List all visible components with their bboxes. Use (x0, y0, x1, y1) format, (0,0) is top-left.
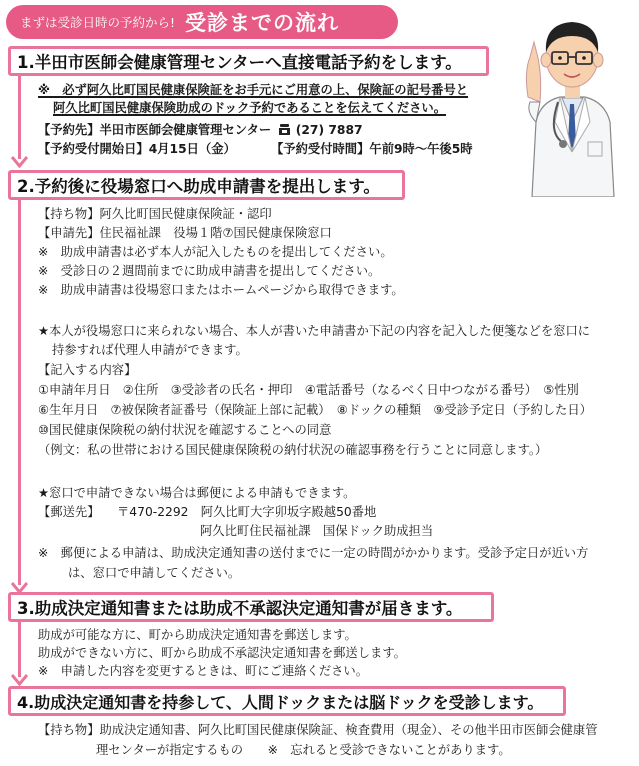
hours-label: 【予約受付時間】 (271, 142, 370, 156)
items-row-2: ⑥生年月日 ⑦被保険者証番号（保険証上部に記載） ⑧ドックの種類 ⑨受診予定日（予約した日） (38, 403, 592, 417)
step-4-line-2: 理センターが指定するもの ※ 忘れると受診できないことがあります。 (96, 743, 511, 757)
banner-title: 受診までの流れ (185, 11, 340, 35)
proxy-line-2: 持参すれば代理人申請ができます。 (52, 343, 248, 357)
flow-line-1 (18, 76, 21, 159)
step-2-line-1: 【持ち物】阿久比町国民健康保険証・認印 (38, 207, 272, 221)
phone-icon (278, 123, 291, 140)
banner-lead: まずは受診日時の予約から! (20, 15, 176, 30)
start-value: 4月15日（金） (148, 142, 236, 156)
step-3-line-3: ※ 申請した内容を変更するときは、町にご連絡ください。 (38, 664, 369, 678)
header-banner (6, 5, 398, 39)
step-2-line-2: 【申請先】住民福祉課 役場１階⑦国民健康保険窓口 (38, 226, 332, 240)
start-label: 【予約受付開始日】 (38, 142, 149, 156)
step-3-line-1: 助成が可能な方に、町から助成決定通知書を郵送します。 (38, 628, 357, 642)
mail-note-1: ※ 郵便による申請は、助成決定通知書の送付までに一定の時間がかかります。受診予定日が近い方 (38, 546, 589, 560)
step-4-line-1: 【持ち物】助成決定通知書、阿久比町国民健康保険証、検査費用（現金）、その他半田市医師会健康管 (38, 723, 598, 737)
doctor-icon (510, 2, 635, 197)
mail-line: ★窓口で申請できない場合は郵便による申請もできます。 (38, 486, 356, 500)
step-2-line-3: ※ 助成申請書は必ず本人が記入したものを提出してください。 (38, 245, 393, 259)
contact-text: 半田市医師会健康管理センター (99, 123, 272, 137)
step-2-line-4: ※ 受診日の２週間前までに助成申請書を提出してください。 (38, 264, 381, 278)
items-header: 【記入する内容】 (38, 363, 137, 377)
step-3-title: 3.助成決定通知書または助成不承認決定通知書が届きます。 (8, 592, 494, 622)
flow-line-2 (18, 200, 21, 585)
step-1-title: 1.半田市医師会健康管理センターへ直接電話予約をします。 (8, 46, 489, 76)
flow-line-3 (18, 622, 21, 677)
step-2-title: 2.予約後に役場窓口へ助成申請書を提出します。 (8, 170, 405, 200)
mail-label: 【郵送先】 (38, 505, 100, 519)
items-example: （例文：私の世帯における国民健康保険税の納付状況の確認事務を行うことに同意します。） (38, 443, 548, 457)
contact-phone: (27) 7887 (295, 123, 363, 137)
mail-address: 〒470-2292 阿久比町大字卯坂字殿越50番地 (117, 505, 377, 519)
step-4-title: 4.助成決定通知書を持参して、人間ドックまたは脳ドックを受診します。 (8, 686, 566, 716)
step-1-contact (38, 122, 363, 140)
mail-dept: 阿久比町住民福祉課 国保ドック助成担当 (200, 524, 434, 538)
step-1-note-line2: 阿久比町国民健康保険助成のドック予約であることを伝えてください。 (53, 101, 447, 115)
doctor-illustration (510, 2, 635, 197)
contact-label: 【予約先】 (38, 123, 100, 137)
items-row-3: ⑩国民健康保険税の納付状況を確認することへの同意 (38, 423, 332, 437)
hours-value: 午前9時～午後5時 (369, 142, 473, 156)
down-arrow-icon (11, 156, 28, 168)
mail-note-2: は、窓口で申請してください。 (68, 566, 241, 580)
step-2-line-5: ※ 助成申請書は役場窓口またはホームページから取得できます。 (38, 283, 404, 297)
step-1-note-line1: ※ 必ず阿久比町国民健康保険証をお手元にご用意の上、保険証の記号番号と (38, 83, 469, 97)
proxy-line-1: ★本人が役場窓口に来られない場合、本人が書いた申請書か下記の内容を記入した便箋などを窓口に (38, 324, 591, 338)
items-row-1: ①申請年月日 ②住所 ③受診者の氏名・押印 ④電話番号（なるべく日中つながる番号） ⑤性別 (38, 383, 579, 397)
step-3-line-2: 助成ができない方に、町から助成不承認決定通知書を郵送します。 (38, 646, 406, 660)
step-1-start (38, 141, 236, 157)
down-arrow-icon (11, 674, 28, 686)
step-1-hours (271, 141, 473, 157)
